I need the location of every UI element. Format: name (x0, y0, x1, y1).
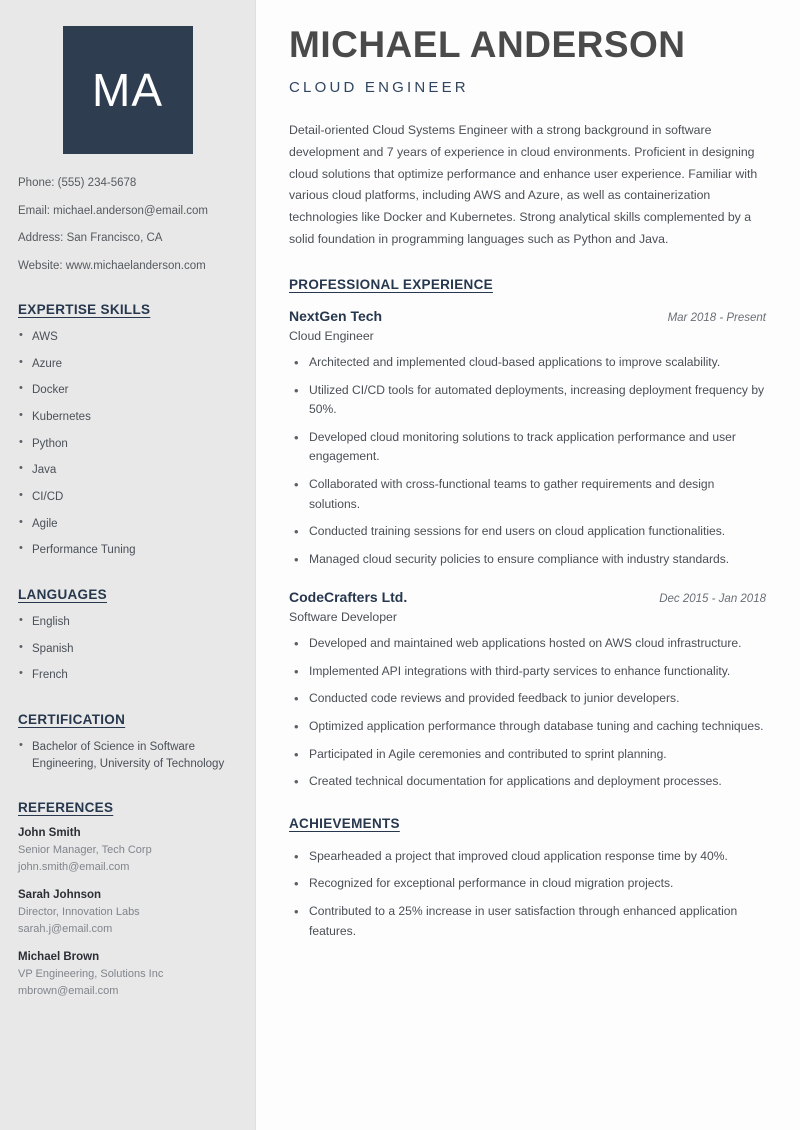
experience-header (289, 308, 766, 324)
employment-dates: Dec 2015 - Jan 2018 (659, 593, 766, 606)
list-item: • Kubernetes (18, 409, 237, 426)
list-item: • Created technical documentation for applications and deployment processes. (289, 772, 766, 792)
reference-name: John Smith (18, 827, 81, 840)
reference-name: Michael Brown (18, 950, 100, 963)
list-item: • Developed cloud monitoring solutions to track application performance and user engagement. (289, 428, 766, 467)
list-item: • Bachelor of Science in Software Engineering, University of Technology (18, 739, 237, 772)
role-subtitle: CLOUD ENGINEER (289, 78, 469, 96)
responsibility-list (289, 353, 766, 569)
list-item: • Docker (18, 382, 237, 399)
contact-website: Website: www.michaelanderson.com (18, 259, 206, 272)
references-heading: REFERENCES (18, 800, 114, 816)
company-name: CodeCrafters Ltd. (289, 589, 408, 606)
reference-entry (18, 889, 237, 937)
list-item: • Collaborated with cross-functional teams to gather requirements and design solutions. (289, 475, 766, 514)
avatar (63, 26, 193, 154)
job-title: Cloud Engineer (289, 329, 374, 344)
list-item: • Recognized for exceptional performance in cloud migration projects. (289, 874, 766, 894)
list-item: • Architected and implemented cloud-based applications to improve scalability. (289, 353, 766, 373)
list-item: • Performance Tuning (18, 542, 237, 559)
professional-experience-heading: PROFESSIONAL EXPERIENCE (289, 277, 493, 293)
contact-phone: Phone: (555) 234-5678 (18, 177, 137, 189)
contact-address: Address: San Francisco, CA (18, 232, 163, 245)
professional-summary: Detail-oriented Cloud Systems Engineer with a strong background in software development and 7 years of experience in cloud environments. Proficient in designing cloud solutions that optimize performance and enhance user experience. Familiar with various cloud platforms, including AWS and Azure, as well as containerization technologies like Docker and Kubernetes. Strong analytical skills complemented by a solid foundation in programming languages such as Python and Java. (289, 122, 758, 247)
languages-heading: LANGUAGES (18, 587, 107, 603)
list-item: • Conducted training sessions for end users on cloud application functionalities. (289, 522, 766, 542)
list-item: • CI/CD (18, 489, 237, 506)
list-item: • Developed and maintained web applications hosted on AWS cloud infrastructure. (289, 634, 766, 654)
company-name: NextGen Tech (289, 308, 383, 325)
list-item: • Agile (18, 516, 237, 533)
list-item: • Contributed to a 25% increase in user satisfaction through enhanced application features. (289, 902, 766, 941)
job-title: Software Developer (289, 610, 397, 625)
reference-entry (18, 827, 237, 875)
employment-dates: Mar 2018 - Present (667, 312, 766, 325)
certification-list (18, 739, 237, 772)
list-item: • Optimized application performance through database tuning and caching techniques. (289, 717, 766, 737)
responsibility-list (289, 634, 766, 791)
reference-entry (18, 951, 237, 999)
list-item: • Conducted code reviews and provided feedback to junior developers. (289, 689, 766, 709)
list-item: • Java (18, 462, 237, 479)
reference-name: Sarah Johnson (18, 889, 102, 902)
avatar-container (18, 0, 237, 154)
experience-entry (289, 308, 766, 569)
list-item: • Spearheaded a project that improved cloud application response time by 40%. (289, 847, 766, 867)
avatar-initials: MA (92, 64, 163, 116)
contact-list (18, 176, 237, 274)
page-title: MICHAEL ANDERSON (289, 24, 686, 65)
reference-role: Director, Innovation Labs (18, 906, 140, 919)
list-item: • Spanish (18, 641, 237, 658)
experience-entry (289, 589, 766, 791)
reference-email: sarah.j@email.com (18, 923, 113, 935)
list-item: • French (18, 667, 237, 684)
expertise-skills-heading: EXPERTISE SKILLS (18, 302, 151, 318)
contact-email: Email: michael.anderson@email.com (18, 204, 208, 217)
achievements-heading: ACHIEVEMENTS (289, 815, 400, 831)
achievements-section (289, 816, 766, 941)
reference-role: Senior Manager, Tech Corp (18, 844, 152, 857)
list-item: • Participated in Agile ceremonies and contributed to sprint planning. (289, 745, 766, 765)
list-item: • English (18, 614, 237, 631)
sidebar (0, 0, 256, 1130)
list-item: • Utilized CI/CD tools for automated deployments, increasing deployment frequency by 50%. (289, 381, 766, 420)
reference-email: john.smith@email.com (18, 861, 130, 874)
list-item: • Azure (18, 356, 237, 373)
reference-role: VP Engineering, Solutions Inc (18, 967, 164, 980)
experience-header (289, 589, 766, 605)
expertise-skills-list (18, 329, 237, 559)
list-item: • AWS (18, 329, 237, 346)
achievements-list (289, 847, 766, 941)
certification-heading: CERTIFICATION (18, 712, 126, 728)
list-item: • Implemented API integrations with third-party services to enhance functionality. (289, 662, 766, 682)
reference-email: mbrown@email.com (18, 984, 119, 997)
languages-list (18, 614, 237, 684)
list-item: • Python (18, 436, 237, 453)
list-item: • Managed cloud security policies to ensure compliance with industry standards. (289, 550, 766, 570)
main-content (256, 0, 800, 1130)
